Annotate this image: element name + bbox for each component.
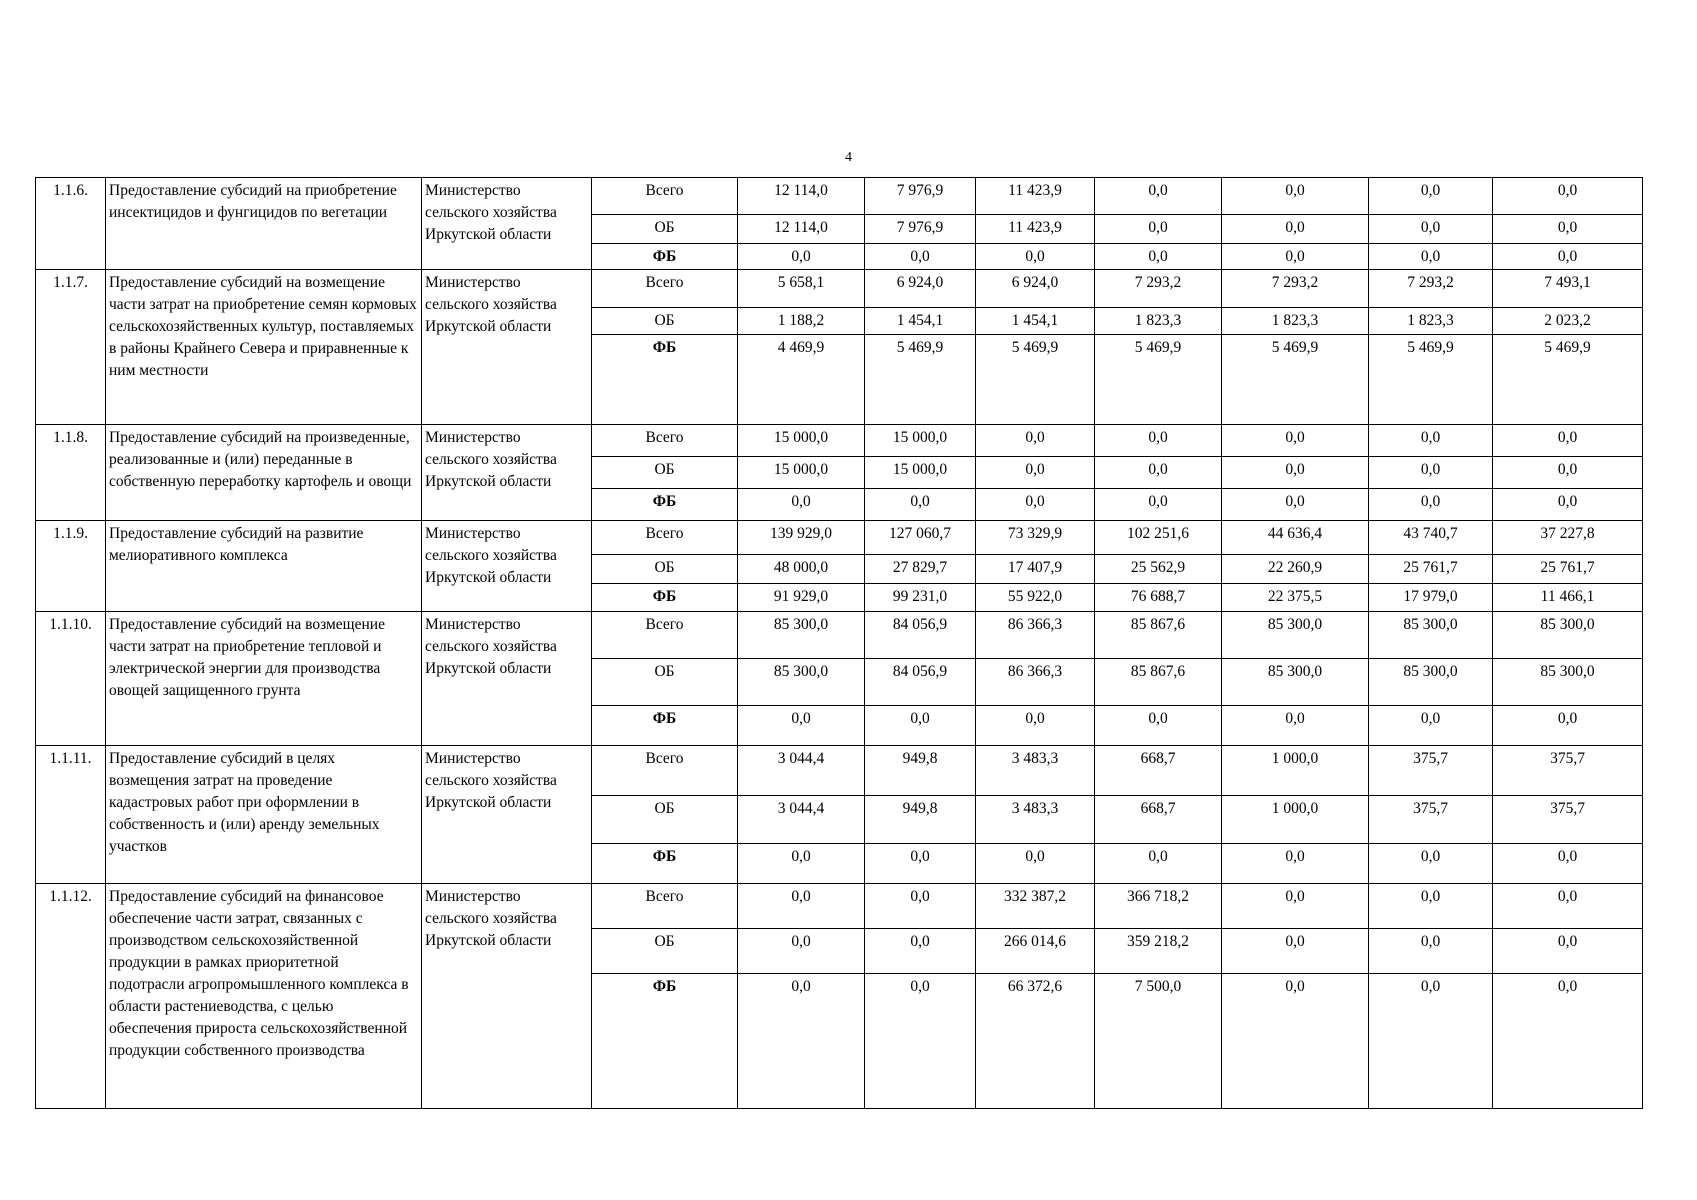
funding-value: 0,0 [1222,974,1369,1109]
funding-value: 0,0 [1095,457,1222,489]
funding-value: 85 867,6 [1095,659,1222,706]
funding-value: 0,0 [1369,974,1493,1109]
funding-value: 84 056,9 [865,659,976,706]
funding-value: 0,0 [1493,929,1643,974]
funding-value: 0,0 [976,489,1095,521]
funding-value: 84 056,9 [865,612,976,659]
funding-value: 25 761,7 [1369,555,1493,584]
funding-value: 0,0 [738,706,865,746]
funding-value: 7 976,9 [865,215,976,244]
table-row [36,746,1643,796]
funding-source: ФБ [592,584,738,612]
executor: Министерство сельского хозяйства Иркутской области [422,746,592,884]
funding-value: 3 044,4 [738,746,865,796]
row-number: 1.1.12. [36,884,106,1109]
funding-value: 0,0 [1493,178,1643,215]
funding-value: 0,0 [865,844,976,884]
row-number: 1.1.6. [36,178,106,270]
funding-source: Всего [592,884,738,929]
funding-source: ФБ [592,489,738,521]
funding-value: 0,0 [865,974,976,1109]
funding-value: 127 060,7 [865,521,976,555]
funding-value: 15 000,0 [865,425,976,457]
funding-value: 375,7 [1493,796,1643,844]
funding-value: 0,0 [1369,929,1493,974]
funding-value: 0,0 [865,489,976,521]
row-number: 1.1.9. [36,521,106,612]
funding-source: Всего [592,521,738,555]
funding-value: 85 300,0 [1493,659,1643,706]
funding-value: 43 740,7 [1369,521,1493,555]
funding-value: 1 823,3 [1222,308,1369,335]
funding-value: 668,7 [1095,746,1222,796]
measure-description: Предоставление субсидий на произведенные, реализованные и (или) переданные в собственную переработку картофель и овощи [106,425,422,521]
funding-value: 0,0 [1222,425,1369,457]
funding-source: ФБ [592,974,738,1109]
funding-value: 5 469,9 [976,335,1095,425]
funding-source: ОБ [592,555,738,584]
funding-value: 5 469,9 [1095,335,1222,425]
funding-value: 0,0 [865,706,976,746]
funding-value: 0,0 [1222,844,1369,884]
row-number: 1.1.10. [36,612,106,746]
funding-value: 0,0 [1222,884,1369,929]
funding-value: 0,0 [1369,215,1493,244]
funding-value: 2 023,2 [1493,308,1643,335]
funding-value: 44 636,4 [1222,521,1369,555]
funding-value: 0,0 [1222,178,1369,215]
funding-value: 0,0 [976,244,1095,270]
measure-description: Предоставление субсидий в целях возмещения затрат на проведение кадастровых работ при оформлении в собственность и (или) аренду земельных участков [106,746,422,884]
funding-value: 73 329,9 [976,521,1095,555]
funding-value: 0,0 [865,929,976,974]
funding-value: 1 823,3 [1369,308,1493,335]
funding-value: 5 469,9 [1222,335,1369,425]
executor: Министерство сельского хозяйства Иркутской области [422,270,592,425]
funding-value: 15 000,0 [865,457,976,489]
funding-source: ОБ [592,796,738,844]
funding-value: 1 000,0 [1222,746,1369,796]
funding-value: 0,0 [1095,178,1222,215]
funding-value: 17 979,0 [1369,584,1493,612]
funding-value: 0,0 [738,929,865,974]
funding-value: 37 227,8 [1493,521,1643,555]
funding-value: 375,7 [1493,746,1643,796]
funding-value: 366 718,2 [1095,884,1222,929]
funding-value: 0,0 [1493,244,1643,270]
funding-value: 0,0 [865,244,976,270]
funding-source: ОБ [592,929,738,974]
funding-value: 6 924,0 [976,270,1095,308]
funding-value: 7 976,9 [865,178,976,215]
funding-source: ОБ [592,457,738,489]
table-row [36,270,1643,308]
page-number: 4 [845,150,852,165]
measure-description: Предоставление субсидий на возмещение части затрат на приобретение семян кормовых сельскохозяйственных культур, поставляемых в районы Крайнего Севера и приравненные к ним местности [106,270,422,425]
funding-value: 0,0 [1493,425,1643,457]
funding-value: 949,8 [865,746,976,796]
funding-value: 85 300,0 [738,659,865,706]
funding-value: 5 469,9 [1369,335,1493,425]
funding-value: 0,0 [1095,215,1222,244]
funding-value: 1 000,0 [1222,796,1369,844]
funding-value: 0,0 [1095,489,1222,521]
funding-value: 0,0 [1493,974,1643,1109]
funding-value: 332 387,2 [976,884,1095,929]
funding-value: 85 300,0 [1222,612,1369,659]
funding-value: 11 466,1 [1493,584,1643,612]
funding-source: Всего [592,746,738,796]
funding-value: 0,0 [1493,706,1643,746]
funding-value: 25 562,9 [1095,555,1222,584]
funding-value: 27 829,7 [865,555,976,584]
funding-value: 0,0 [1493,844,1643,884]
funding-value: 0,0 [738,844,865,884]
funding-value: 66 372,6 [976,974,1095,1109]
funding-value: 0,0 [1369,178,1493,215]
funding-value: 17 407,9 [976,555,1095,584]
table-row [36,425,1643,457]
funding-value: 0,0 [1369,425,1493,457]
funding-value: 99 231,0 [865,584,976,612]
funding-value: 0,0 [1493,457,1643,489]
funding-value: 0,0 [738,974,865,1109]
funding-value: 0,0 [976,425,1095,457]
funding-value: 0,0 [1222,215,1369,244]
funding-value: 0,0 [1369,244,1493,270]
funding-value: 7 293,2 [1095,270,1222,308]
funding-value: 375,7 [1369,746,1493,796]
funding-value: 11 423,9 [976,178,1095,215]
funding-value: 0,0 [1095,706,1222,746]
funding-value: 5 469,9 [1493,335,1643,425]
funding-source: ОБ [592,659,738,706]
funding-value: 15 000,0 [738,425,865,457]
funding-value: 0,0 [1369,489,1493,521]
funding-value: 0,0 [865,884,976,929]
funding-value: 85 300,0 [738,612,865,659]
funding-value: 0,0 [1095,244,1222,270]
funding-value: 11 423,9 [976,215,1095,244]
funding-value: 0,0 [1095,844,1222,884]
funding-value: 85 867,6 [1095,612,1222,659]
funding-value: 266 014,6 [976,929,1095,974]
funding-value: 3 044,4 [738,796,865,844]
funding-value: 668,7 [1095,796,1222,844]
funding-value: 0,0 [976,844,1095,884]
funding-value: 0,0 [1095,425,1222,457]
funding-value: 3 483,3 [976,796,1095,844]
funding-value: 7 493,1 [1493,270,1643,308]
funding-value: 0,0 [976,457,1095,489]
table-row [36,178,1643,215]
funding-value: 0,0 [1222,929,1369,974]
funding-value: 4 469,9 [738,335,865,425]
funding-value: 5 469,9 [865,335,976,425]
funding-value: 1 188,2 [738,308,865,335]
table-row [36,612,1643,659]
funding-value: 25 761,7 [1493,555,1643,584]
executor: Министерство сельского хозяйства Иркутской области [422,612,592,746]
funding-value: 1 454,1 [865,308,976,335]
funding-value: 85 300,0 [1222,659,1369,706]
executor: Министерство сельского хозяйства Иркутской области [422,425,592,521]
funding-value: 0,0 [1493,489,1643,521]
funding-value: 76 688,7 [1095,584,1222,612]
funding-value: 91 929,0 [738,584,865,612]
funding-value: 359 218,2 [1095,929,1222,974]
row-number: 1.1.7. [36,270,106,425]
funding-value: 86 366,3 [976,659,1095,706]
funding-value: 0,0 [1222,489,1369,521]
funding-value: 949,8 [865,796,976,844]
budget-table [35,177,1643,1109]
funding-value: 7 293,2 [1369,270,1493,308]
funding-value: 86 366,3 [976,612,1095,659]
funding-value: 22 375,5 [1222,584,1369,612]
funding-value: 0,0 [976,706,1095,746]
funding-value: 85 300,0 [1369,659,1493,706]
funding-value: 0,0 [1493,215,1643,244]
funding-source: ОБ [592,215,738,244]
funding-value: 375,7 [1369,796,1493,844]
funding-value: 7 293,2 [1222,270,1369,308]
measure-description: Предоставление субсидий на развитие мелиоративного комплекса [106,521,422,612]
executor: Министерство сельского хозяйства Иркутской области [422,178,592,270]
funding-source: Всего [592,612,738,659]
funding-value: 48 000,0 [738,555,865,584]
funding-source: ФБ [592,706,738,746]
row-number: 1.1.8. [36,425,106,521]
funding-value: 0,0 [1222,244,1369,270]
funding-value: 0,0 [1369,844,1493,884]
funding-value: 0,0 [1369,706,1493,746]
funding-value: 85 300,0 [1493,612,1643,659]
funding-value: 22 260,9 [1222,555,1369,584]
funding-value: 1 823,3 [1095,308,1222,335]
funding-value: 0,0 [1222,457,1369,489]
funding-value: 0,0 [1369,884,1493,929]
measure-description: Предоставление субсидий на возмещение части затрат на приобретение тепловой и электрической энергии для производства овощей защищенного грунта [106,612,422,746]
funding-source: Всего [592,270,738,308]
funding-value: 6 924,0 [865,270,976,308]
row-number: 1.1.11. [36,746,106,884]
funding-value: 0,0 [738,489,865,521]
funding-value: 3 483,3 [976,746,1095,796]
funding-value: 0,0 [1369,457,1493,489]
table-row [36,521,1643,555]
funding-value: 7 500,0 [1095,974,1222,1109]
funding-value: 0,0 [738,884,865,929]
funding-source: ФБ [592,844,738,884]
funding-value: 15 000,0 [738,457,865,489]
funding-source: Всего [592,178,738,215]
funding-source: ОБ [592,308,738,335]
funding-value: 0,0 [1222,706,1369,746]
funding-value: 12 114,0 [738,178,865,215]
funding-value: 139 929,0 [738,521,865,555]
executor: Министерство сельского хозяйства Иркутской области [422,521,592,612]
funding-value: 55 922,0 [976,584,1095,612]
table-row [36,884,1643,929]
funding-source: Всего [592,425,738,457]
funding-source: ФБ [592,335,738,425]
measure-description: Предоставление субсидий на приобретение инсектицидов и фунгицидов по вегетации [106,178,422,270]
funding-value: 85 300,0 [1369,612,1493,659]
measure-description: Предоставление субсидий на финансовое обеспечение части затрат, связанных с производством сельскохозяйственной продукции в рамках приоритетной подотрасли агропромышленного комплекса в области растениеводства, с целью обеспечения прироста сельскохозяйственной продукции собственного производства [106,884,422,1109]
funding-value: 5 658,1 [738,270,865,308]
funding-value: 0,0 [738,244,865,270]
funding-value: 0,0 [1493,884,1643,929]
funding-value: 1 454,1 [976,308,1095,335]
executor: Министерство сельского хозяйства Иркутской области [422,884,592,1109]
funding-source: ФБ [592,244,738,270]
funding-value: 102 251,6 [1095,521,1222,555]
funding-value: 12 114,0 [738,215,865,244]
